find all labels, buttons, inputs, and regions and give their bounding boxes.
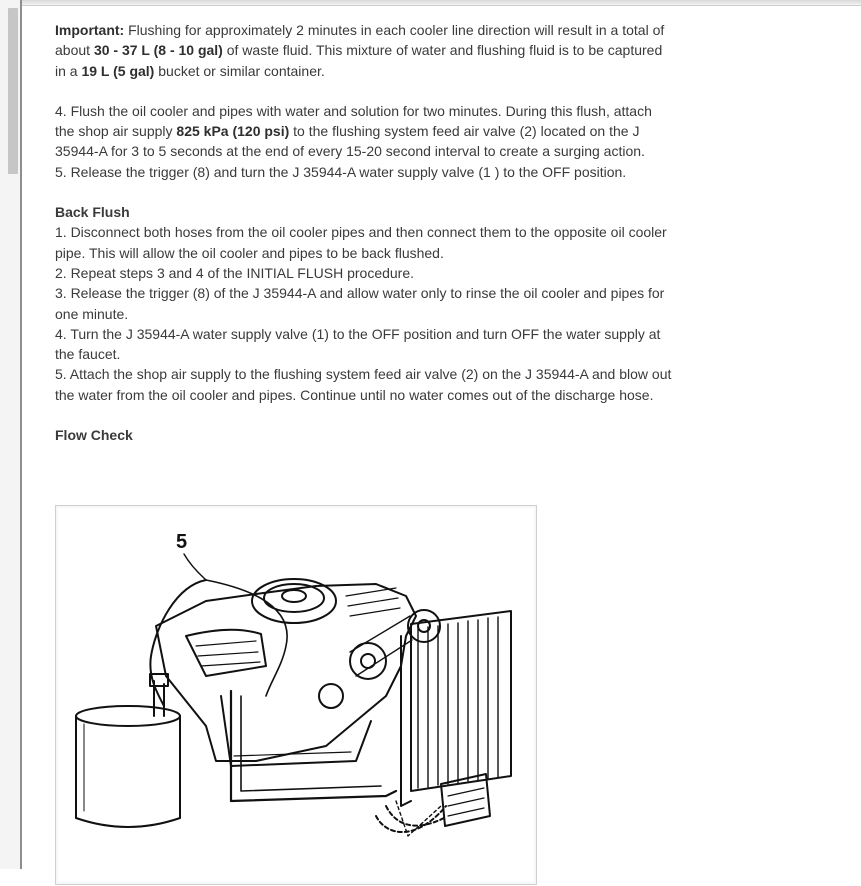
window-top-edge [0, 0, 861, 6]
back-flush-step-3: 3. Release the trigger (8) of the J 35944-A and allow water only to rinse the oil cooler and pipes for one minute. [55, 285, 665, 322]
vertical-scrollbar[interactable] [0, 0, 22, 869]
initial-flush-step-4: 4. Flush the oil cooler and pipes with water and solution for two minutes. During this flush, attach the shop air supply 825 kPa (120 psi) to the flushing system feed air valve (2) located on the J 35944-A for 3 to 5 seconds at the end of every 15-20 second interval to create a surging action. [55, 102, 652, 160]
article-content [55, 20, 675, 445]
back-flush-step-5: 5. Attach the shop air supply to the flushing system feed air valve (2) on the J 35944-A and blow out the water from the oil cooler and pipes. Continue until no water comes out of the discharge hose. [55, 366, 672, 403]
important-label: Important: [55, 22, 125, 38]
important-note: Important: Flushing for approximately 2 minutes in each cooler line direction will result in a total of about 30 - 37 L (8 - 10 gal) of waste fluid. This mixture of water and flushing fluid is to be captured in a 19 L (5 gal) bucket or similar container. [55, 22, 665, 79]
scrollbar-thumb[interactable] [8, 8, 18, 174]
back-flush-step-1: 1. Disconnect both hoses from the oil cooler pipes and then connect them to the opposite oil cooler pipe. This will allow the oil cooler and pipes to be back flushed. [55, 224, 667, 261]
back-flush-step-4: 4. Turn the J 35944-A water supply valve (1) to the OFF position and turn OFF the water supply at the faucet. [55, 325, 661, 363]
flow-check-heading: Flow Check [55, 427, 133, 444]
back-flush-step-2: 2. Repeat steps 3 and 4 of the INITIAL FLUSH procedure. [55, 264, 415, 281]
initial-flush-step-5: 5. Release the trigger (8) and turn the J 35944-A water supply valve (1 ) to the OFF position. [55, 163, 627, 180]
back-flush-heading: Back Flush [55, 204, 130, 221]
flow-check-illustration [55, 505, 537, 885]
callout-label: 5 [176, 531, 188, 553]
engine-cooler-diagram [56, 506, 538, 886]
